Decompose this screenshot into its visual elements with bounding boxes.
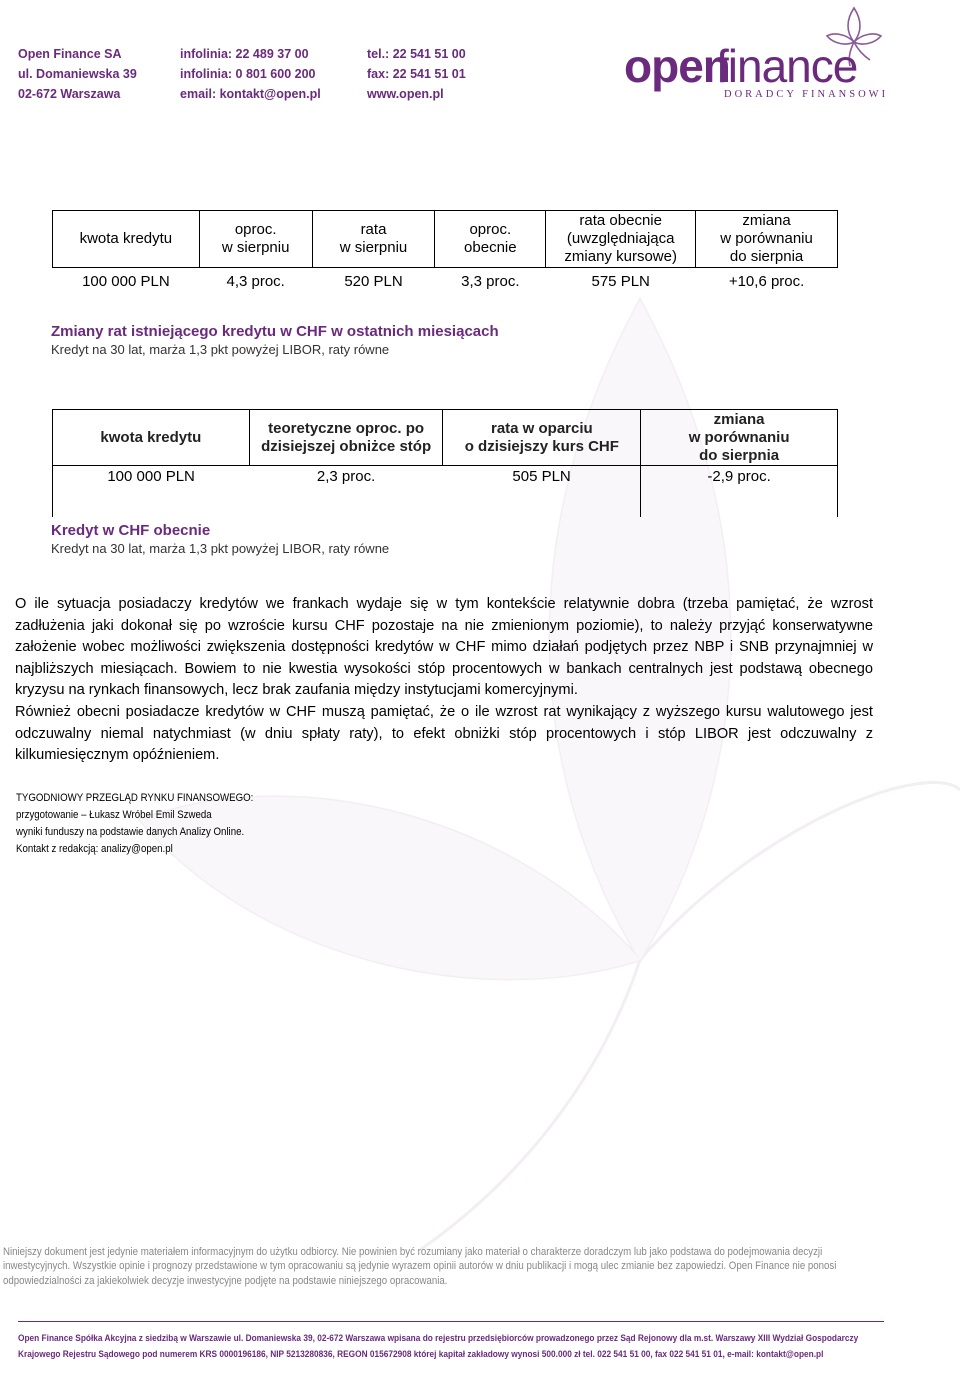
cell-rate-now: 3,3 proc.	[461, 273, 520, 290]
logo-tagline: DORADCY FINANSOWI	[724, 89, 889, 100]
open-finance-logo	[624, 4, 894, 108]
section-title-chf-changes: Zmiany rat istniejącego kredytu w CHF w ostatnich miesiącach	[51, 323, 499, 340]
cell-installment: 505 PLN	[443, 466, 641, 518]
website-link[interactable]: www.open.pl	[367, 87, 444, 101]
company-name: Open Finance SA	[18, 47, 122, 61]
header-cell-change: zmiana w porównaniu do sierpnia	[641, 410, 838, 466]
header-cell-installment-now: rata obecnie (uwzględniająca zmiany kursowe)	[546, 211, 696, 268]
phone-number: tel.: 22 541 51 00	[367, 47, 466, 61]
header-cell-loan-amount: kwota kredytu	[53, 211, 200, 268]
credits-authors: przygotowanie – Łukasz Wróbel Emil Szweda	[16, 809, 212, 821]
footer-line-2: Krajowego Rejestru Sądowego pod numerem KRS 0000196186, NIP 5213280836, REGON 015672908 której kapitał zakładowy wynosi 500.000 zł tel. 022 541 51 00, fax 022 541 51 01, e-mail: kontakt@open.pl	[18, 1349, 824, 1360]
footer-company-registration	[18, 1331, 884, 1363]
cell-change: +10,6 proc.	[728, 273, 805, 290]
installment-comparison-table	[52, 210, 838, 294]
credits-data-source: wyniki funduszy na podstawie danych Analizy Online.	[16, 826, 245, 838]
footer-line-1: Open Finance Spółka Akcyjna z siedzibą w Warszawie ul. Domaniewska 39, 02-672 Warszawa wpisana do rejestru przedsiębiorców prowadzonego przez Sąd Rejonowy dla m.st. Warszawy XIII Wydział Gospodarczy	[18, 1333, 859, 1344]
table-header-row	[53, 410, 838, 466]
cell-loan-amount: 100 000 PLN	[53, 466, 250, 518]
header-cell-theoretical-rate: teoretyczne oproc. po dzisiejszej obniżce stóp	[249, 410, 443, 466]
credits-contact: Kontakt z redakcją: analizy@open.pl	[16, 843, 173, 855]
helpline-2: infolinia: 0 801 600 200	[180, 67, 316, 81]
fax-number: fax: 22 541 51 01	[367, 67, 466, 81]
footer-divider	[18, 1321, 884, 1322]
article-body	[15, 594, 873, 767]
section-subtitle-loan-terms: Kredyt na 30 lat, marża 1,3 pkt powyżej LIBOR, raty równe	[51, 342, 390, 357]
cell-installment-august: 520 PLN	[344, 273, 403, 290]
logo-text-open: open	[624, 40, 730, 92]
credits-block	[16, 790, 253, 858]
logo-text-finance: finance	[716, 40, 858, 92]
company-street: ul. Domaniewska 39	[18, 67, 137, 81]
helpline-1: infolinia: 22 489 37 00	[180, 47, 309, 61]
cell-installment-now: 575 PLN	[591, 273, 650, 290]
header-cell-rate-august: oproc. w sierpniu	[199, 211, 312, 268]
contact-email[interactable]: email: kontakt@open.pl	[180, 87, 321, 101]
table-row	[53, 268, 838, 295]
cell-loan-amount: 100 000 PLN	[82, 273, 170, 290]
header-phone-fax-web	[367, 44, 466, 104]
header-company-address	[18, 44, 137, 104]
body-paragraph-2: Również obecni posiadacze kredytów w CHF muszą pamiętać, że o ile wzrost rat wynikający z wyższego kursu walutowego jest odczuwalny niemal natychmiast (w dniu spłaty raty), to efekt obniżki stóp procentowych i stóp LIBOR jest odczuwalny z kilkumiesięcznym opóźnieniem.	[15, 703, 873, 764]
company-city: 02-672 Warszawa	[18, 87, 121, 101]
section-title-chf-now: Kredyt w CHF obecnie	[51, 522, 211, 539]
current-chf-loan-table	[52, 409, 838, 517]
header-cell-rate-now: oproc. obecnie	[435, 211, 546, 268]
header-cell-loan-amount: kwota kredytu	[53, 410, 250, 466]
section-subtitle-loan-terms-2: Kredyt na 30 lat, marża 1,3 pkt powyżej LIBOR, raty równe	[51, 541, 390, 556]
table-row	[53, 466, 838, 518]
header-cell-installment-current-rate: rata w oparciu o dzisiejszy kurs CHF	[443, 410, 641, 466]
header-cell-change: zmiana w porównaniu do sierpnia	[696, 211, 838, 268]
disclaimer-text: Niniejszy dokument jest jedynie materiałem informacyjnym do użytku odbiorcy. Nie powinien być rozumiany jako materiał o charakterze doradczym lub jako podstawa do podejmowania decyzji inwestycyjnych. Wszystkie opinie i prognozy przedstawione w tym opracowaniu są jedynie wyrazem opinii autorów w dniu publikacji i mogą ulec zmianie bez zapowiedzi. Open Finance nie ponosi odpowiedzialności za jakiekolwiek decyzje inwestycyjne podjęte na podstawie niniejszego opracowania.	[3, 1246, 837, 1287]
cell-change: -2,9 proc.	[641, 466, 838, 518]
cell-rate-august: 4,3 proc.	[226, 273, 285, 290]
body-paragraph-1: O ile sytuacja posiadaczy kredytów we frankach wydaje się w tym kontekście relatywnie dobra (trzeba pamiętać, że wzrost zadłużenia jaki dokonał się po wzroście kursu CHF pozostaje na nie zmienionym poziomie), to należy przyjąć konserwatywne założenie wobec możliwości zwiększenia dostępności kredytów w CHF mimo działań podjętych przez NBP i SNB przynajmniej w najbliższych miesiącach. Bowiem to nie kwestia wysokości stóp procentowych w bankach centralnych jest podstawą obecnego kryzysu na rynkach finansowych, lecz brak zaufania między instytucjami komercyjnymi.	[15, 596, 873, 699]
header-cell-installment-august: rata w sierpniu	[312, 211, 435, 268]
table-header-row	[53, 211, 838, 268]
header-helplines	[180, 44, 321, 104]
legal-disclaimer	[3, 1245, 883, 1288]
credits-title: TYGODNIOWY PRZEGLĄD RYNKU FINANSOWEGO:	[16, 792, 254, 804]
cell-theoretical-rate: 2,3 proc.	[316, 468, 376, 485]
